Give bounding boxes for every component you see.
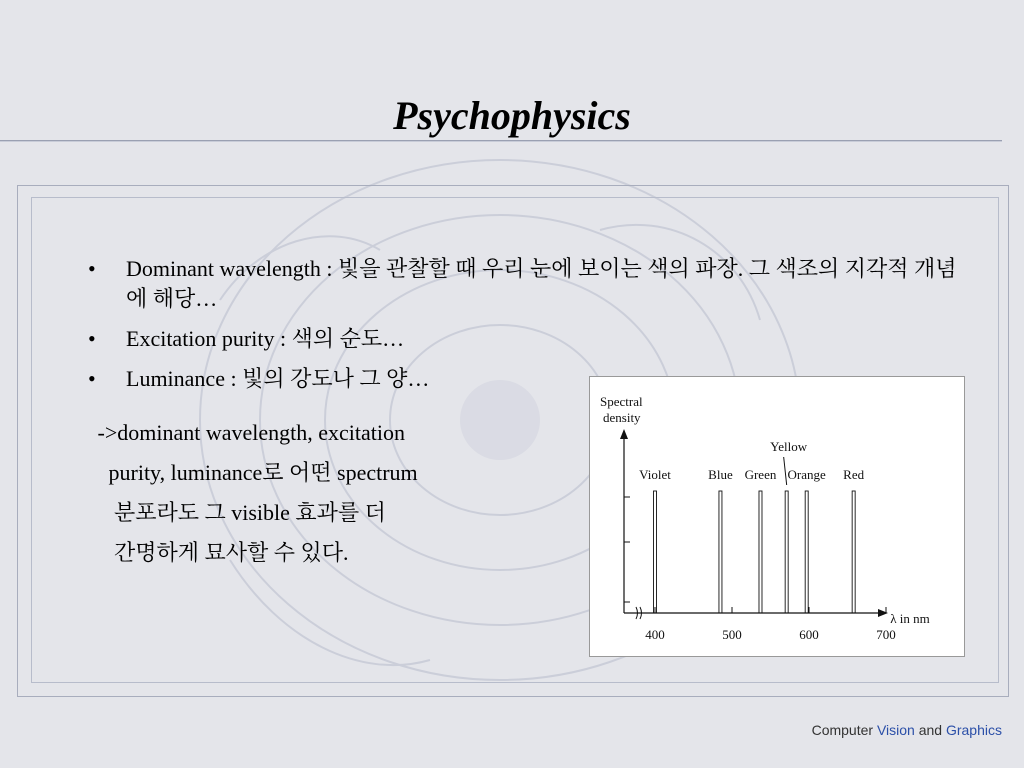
spectral-density-figure [589, 376, 965, 657]
spectral-line-label: Violet [639, 467, 671, 482]
spectral-line [805, 491, 808, 613]
spectral-line-label: Green [744, 467, 777, 482]
summary-paragraph [92, 413, 562, 573]
bullet-item [88, 254, 968, 314]
spectral-line [759, 491, 762, 613]
bullet-glyph: • [88, 256, 96, 281]
spectral-line-label: Yellow [770, 439, 808, 454]
bullet-glyph: • [88, 366, 96, 391]
footer-accent-text: Graphics [945, 722, 1002, 738]
x-tick-label: 500 [722, 627, 742, 642]
footer-text: Computer [811, 722, 877, 738]
spectral-density-diagram [590, 377, 964, 656]
label-leader-line [784, 457, 787, 485]
x-axis-label: λ in nm [890, 611, 930, 626]
footer-brand [812, 722, 1002, 738]
bullet-glyph: • [88, 326, 96, 351]
y-axis-arrow [620, 429, 628, 439]
paragraph-line: purity, luminance로 어떤 spectrum [92, 460, 418, 485]
spectral-line [719, 491, 722, 613]
y-axis-label: Spectral [600, 394, 643, 409]
footer-text: and [914, 722, 946, 738]
spectral-line [785, 491, 788, 613]
bullet-text: Excitation purity : 색의 순도… [126, 326, 405, 351]
y-axis-label: density [603, 410, 641, 425]
footer-accent-text: Vision [876, 722, 915, 738]
slide-title: Psychophysics [393, 93, 631, 138]
title-divider [0, 140, 1002, 142]
bullet-text: Luminance : 빛의 강도나 그 양… [126, 366, 430, 391]
spectral-line-label: Orange [787, 467, 826, 482]
bullet-text: Dominant wavelength : 빛을 관찰할 때 우리 눈에 보이는 색의 파장. 그 색조의 지각적 개념에 해당… [126, 256, 957, 311]
x-tick-label: 600 [799, 627, 819, 642]
spectral-line [852, 491, 855, 613]
paragraph-line: ->dominant wavelength, excitation [92, 420, 405, 445]
bullet-item [88, 324, 968, 354]
spectral-line-label: Blue [708, 467, 733, 482]
paragraph-line: 분포라도 그 visible 효과를 더 [92, 500, 386, 525]
x-tick-label: 700 [876, 627, 896, 642]
x-tick-label: 400 [645, 627, 665, 642]
spectral-line-label: Red [843, 467, 865, 482]
paragraph-line: 간명하게 묘사할 수 있다. [92, 540, 349, 565]
spectral-line [654, 491, 657, 613]
